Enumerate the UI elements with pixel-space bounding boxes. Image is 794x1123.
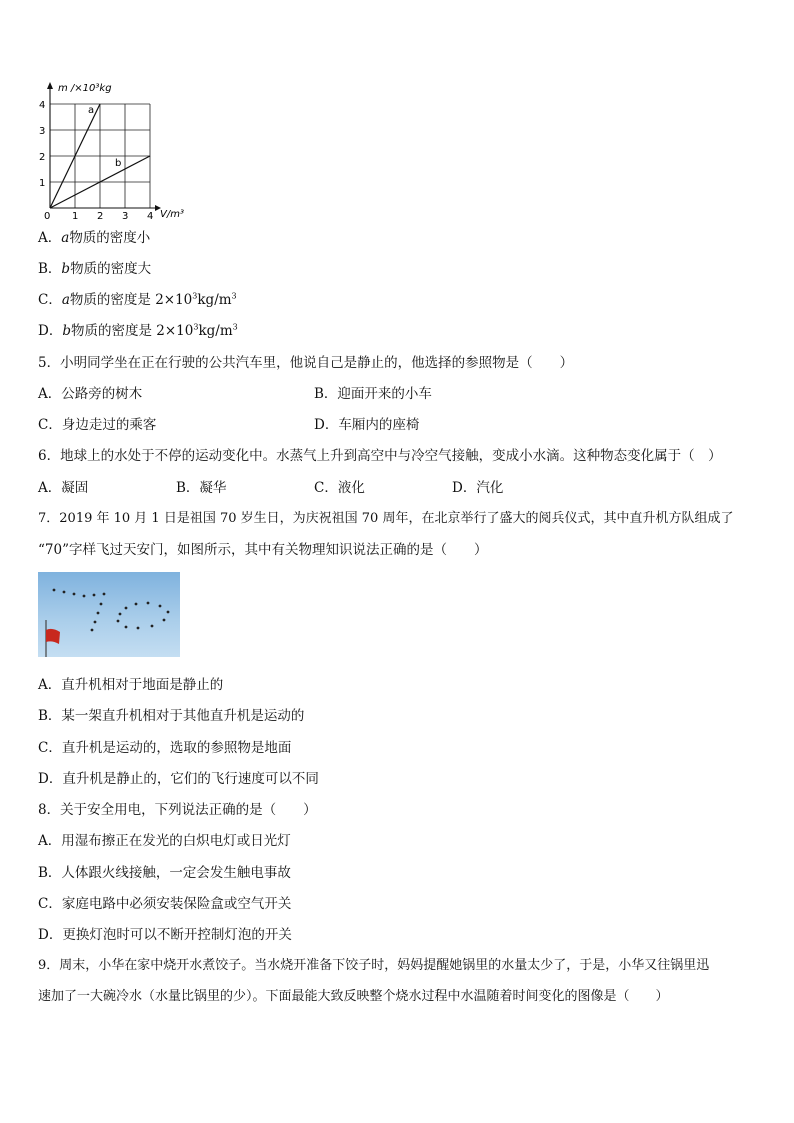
y-tick-label: 2: [39, 152, 46, 163]
q6-option-d[interactable]: D．汽化: [452, 480, 504, 496]
line-a-label: a: [88, 105, 95, 116]
q5-option-a[interactable]: A．公路旁的树木: [38, 386, 143, 402]
q7-option-d[interactable]: D．直升机是静止的，它们的飞行速度可以不同: [38, 771, 319, 787]
formation-seven: [53, 589, 106, 632]
q4-option-c[interactable]: C．a物质的密度是 $2\times 10^3kg/m^3$: [38, 291, 237, 308]
q8-stem: 8．关于安全用电，下列说法正确的是（ ）: [38, 802, 317, 818]
x-axis-label: V/m³: [160, 209, 184, 220]
q5-option-d[interactable]: D．车厢内的座椅: [314, 417, 420, 433]
photo-drawing: [38, 572, 180, 657]
q7-stem-line-2: “70”字样飞过天安门，如图所示，其中有关物理知识说法正确的是（ ）: [38, 542, 488, 558]
y-tick-label: 4: [39, 100, 46, 111]
y-axis-label: m /×10³kg: [58, 83, 112, 94]
line-b-label: b: [115, 158, 122, 169]
q4-option-b[interactable]: B．b物质的密度大: [38, 261, 152, 277]
q6-option-b[interactable]: B．凝华: [176, 480, 227, 496]
q5-option-c[interactable]: C．身边走过的乘客: [38, 417, 157, 433]
x-tick-label: 1: [72, 211, 79, 221]
chart-axes: [47, 82, 161, 211]
q4-option-d[interactable]: D．b物质的密度是 $2\times 10^3kg/m^3$: [38, 322, 238, 339]
q6-stem: 6．地球上的水处于不停的运动变化中。水蒸气上升到高空中与冷空气接触，变成小水滴。这种物态变化属于（ ）: [38, 448, 722, 464]
q5-option-b[interactable]: B．迎面开来的小车: [314, 386, 432, 402]
q8-option-a[interactable]: A．用湿布擦正在发光的白炽电灯或日光灯: [38, 833, 291, 849]
x-tick-label: 4: [147, 211, 154, 221]
x-tick-labels: [44, 211, 153, 221]
q7-stem-line-1: 7．2019 年 10 月 1 日是祖国 70 岁生日，为庆祝祖国 70 周年，在北京举行了盛大的阅兵仪式，其中直升机方队组成了: [38, 511, 734, 526]
q4-option-a[interactable]: A．a物质的密度小: [38, 230, 151, 246]
x-tick-label: 2: [97, 211, 104, 221]
x-tick-label: 0: [44, 211, 51, 221]
q7-option-a[interactable]: A．直升机相对于地面是静止的: [38, 677, 224, 693]
helicopter-formation-photo: [38, 572, 180, 657]
y-axis-arrow: [47, 82, 53, 89]
q9-stem-line-2: 速加了一大碗冷水（水量比锅里的少）。下面最能大致反映整个烧水过程中水温随着时间变化的图像是（ ）: [38, 989, 669, 1004]
chart-grid: [50, 104, 150, 208]
q5-stem: 5．小明同学坐在正在行驶的公共汽车里，他说自己是静止的，他选择的参照物是（ ）: [38, 355, 574, 371]
q8-option-d[interactable]: D．更换灯泡时可以不断开控制灯泡的开关: [38, 927, 292, 943]
formation-zero: [117, 602, 170, 630]
mass-volume-chart: [36, 76, 196, 221]
y-tick-label: 3: [39, 126, 46, 137]
q7-option-c[interactable]: C．直升机是运动的，选取的参照物是地面: [38, 740, 292, 756]
q6-option-a[interactable]: A．凝固: [38, 480, 89, 496]
q7-option-b[interactable]: B．某一架直升机相对于其他直升机是运动的: [38, 708, 305, 724]
x-tick-label: 3: [122, 211, 129, 221]
q9-stem-line-1: 9．周末，小华在家中烧开水煮饺子。当水烧开准备下饺子时，妈妈提醒她锅里的水量太少了，于是，小华又往锅里迅: [38, 958, 710, 973]
q8-option-b[interactable]: B．人体跟火线接触，一定会发生触电事故: [38, 865, 291, 881]
q6-option-c[interactable]: C．液化: [314, 480, 365, 496]
y-tick-labels: [39, 100, 45, 189]
y-tick-label: 1: [39, 178, 46, 189]
q8-option-c[interactable]: C．家庭电路中必须安装保险盒或空气开关: [38, 896, 292, 912]
